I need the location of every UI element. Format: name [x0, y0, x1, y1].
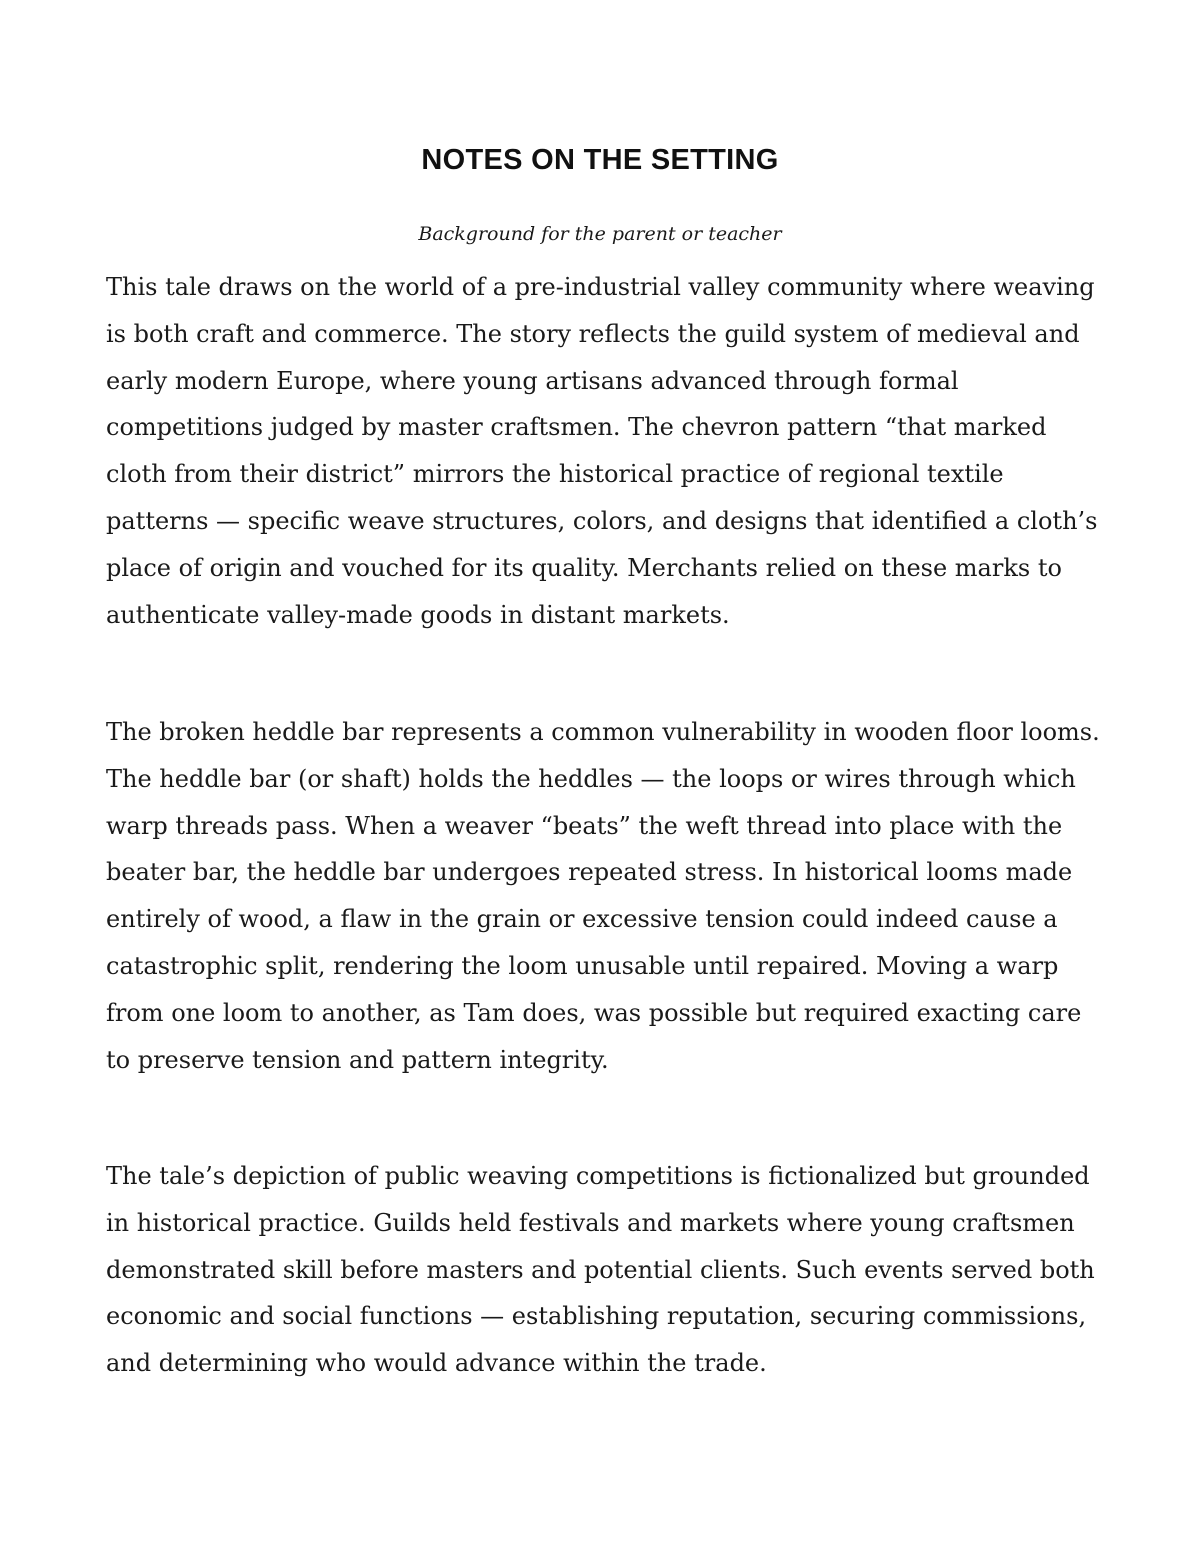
- paragraph-line: demonstrated skill before masters and potential clients. Such events served both: [106, 1255, 1095, 1284]
- paragraph-line: to preserve tension and pattern integrity.: [106, 1045, 609, 1074]
- paragraph-line: place of origin and vouched for its quality. Merchants relied on these marks to: [106, 553, 1062, 582]
- paragraph-line: entirely of wood, a flaw in the grain or excessive tension could indeed cause a: [106, 905, 1058, 934]
- paragraph-line: The broken heddle bar represents a common vulnerability in wooden floor looms.: [106, 718, 1100, 746]
- paragraph-line: from one loom to another, as Tam does, was possible but required exacting care: [106, 998, 1082, 1027]
- page-subtitle: Background for the parent or teacher: [418, 223, 782, 245]
- paragraph-line: The tale’s depiction of public weaving competitions is fictionalized but grounded: [106, 1162, 1090, 1190]
- page-title: NOTES ON THE SETTING: [421, 144, 779, 176]
- paragraph-guild-background: [106, 264, 1106, 638]
- paragraph-line: beater bar, the heddle bar undergoes repeated stress. In historical looms made: [106, 858, 1073, 887]
- paragraph-line: in historical practice. Guilds held festivals and markets where young craftsmen: [106, 1208, 1075, 1237]
- paragraph-line: This tale draws on the world of a pre-industrial valley community where weaving: [106, 273, 1095, 301]
- paragraph-line: early modern Europe, where young artisans advanced through formal: [106, 366, 959, 395]
- paragraph-line: catastrophic split, rendering the loom unusable until repaired. Moving a warp: [106, 951, 1059, 980]
- paragraph-heddle-bar: [106, 709, 1106, 1083]
- paragraph-line: warp threads pass. When a weaver “beats” the weft thread into place with the: [106, 811, 1063, 840]
- paragraph-line: patterns — specific weave structures, colors, and designs that identified a cloth’s: [106, 506, 1098, 535]
- paragraph-competitions: [106, 1153, 1106, 1387]
- paragraph-line: is both craft and commerce. The story reflects the guild system of medieval and: [106, 319, 1080, 348]
- paragraph-line: competitions judged by master craftsmen. The chevron pattern “that marked: [106, 413, 1047, 442]
- paragraph-line: economic and social functions — establishing reputation, securing commissions,: [106, 1302, 1087, 1331]
- paragraph-line: The heddle bar (or shaft) holds the heddles — the loops or wires through which: [106, 764, 1076, 793]
- paragraph-line: cloth from their district” mirrors the historical practice of regional textile: [106, 460, 1004, 489]
- paragraph-line: and determining who would advance within the trade.: [106, 1349, 767, 1378]
- paragraph-line: authenticate valley-made goods in distant markets.: [106, 600, 730, 629]
